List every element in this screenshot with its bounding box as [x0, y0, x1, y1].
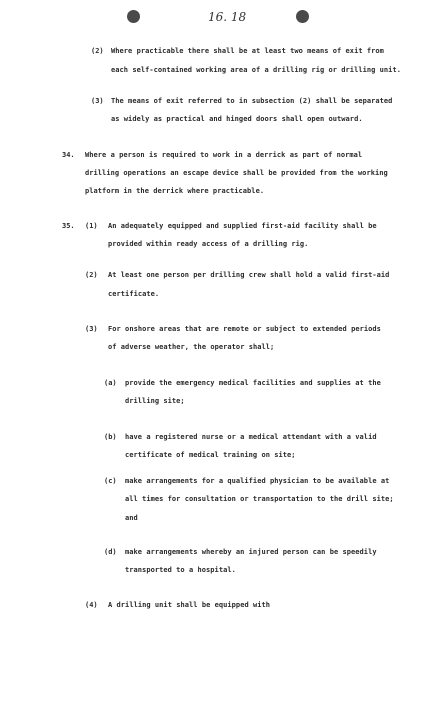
subsection-label: (4): [85, 601, 98, 609]
subsection-label: (3): [91, 97, 104, 105]
text-line: and: [125, 514, 138, 522]
text-line: as widely as practical and hinged doors shall open outward.: [111, 115, 363, 123]
text-line: At least one person per drilling crew shall hold a valid first-aid: [108, 271, 390, 279]
text-line: all times for consultation or transportation to the drill site;: [125, 495, 394, 503]
text-line: platform in the derrick where practicable.: [85, 187, 265, 195]
punch-hole-left: [127, 10, 140, 23]
subsection-label: (3): [85, 325, 98, 333]
text-line: provide the emergency medical facilities and supplies at the: [125, 379, 381, 387]
subsection-label: (2): [85, 271, 98, 279]
text-line: Where a person is required to work in a derrick as part of normal: [85, 151, 363, 159]
section-number: 34.: [62, 151, 75, 159]
subsection-label: (1): [85, 222, 98, 230]
text-line: A drilling unit shall be equipped with: [108, 601, 271, 609]
text-line: transported to a hospital.: [125, 566, 236, 574]
text-line: drilling operations an escape device shall be provided from the working: [85, 169, 388, 177]
clause-label: (a): [104, 379, 117, 387]
text-line: have a registered nurse or a medical attendant with a valid: [125, 433, 377, 441]
text-line: provided within ready access of a drilling rig.: [108, 240, 309, 248]
text-line: certificate.: [108, 290, 160, 298]
page-number: 16. 18: [208, 10, 247, 24]
text-line: of adverse weather, the operator shall;: [108, 343, 275, 351]
text-line: An adequately equipped and supplied first-aid facility shall be: [108, 222, 377, 230]
section-number: 35.: [62, 222, 75, 230]
text-line: The means of exit referred to in subsection (2) shall be separated: [111, 97, 393, 105]
text-line: Where practicable there shall be at least two means of exit from: [111, 47, 384, 55]
text-line: drilling site;: [125, 397, 185, 405]
text-line: certificate of medical training on site;: [125, 451, 296, 459]
text-line: each self-contained working area of a drilling rig or drilling unit.: [111, 66, 401, 74]
clause-label: (b): [104, 433, 117, 441]
clause-label: (d): [104, 548, 117, 556]
text-line: For onshore areas that are remote or subject to extended periods: [108, 325, 381, 333]
text-line: make arrangements whereby an injured person can be speedily: [125, 548, 377, 556]
punch-hole-right: [296, 10, 309, 23]
subsection-label: (2): [91, 47, 104, 55]
clause-label: (c): [104, 477, 117, 485]
text-line: make arrangements for a qualified physician to be available at: [125, 477, 390, 485]
